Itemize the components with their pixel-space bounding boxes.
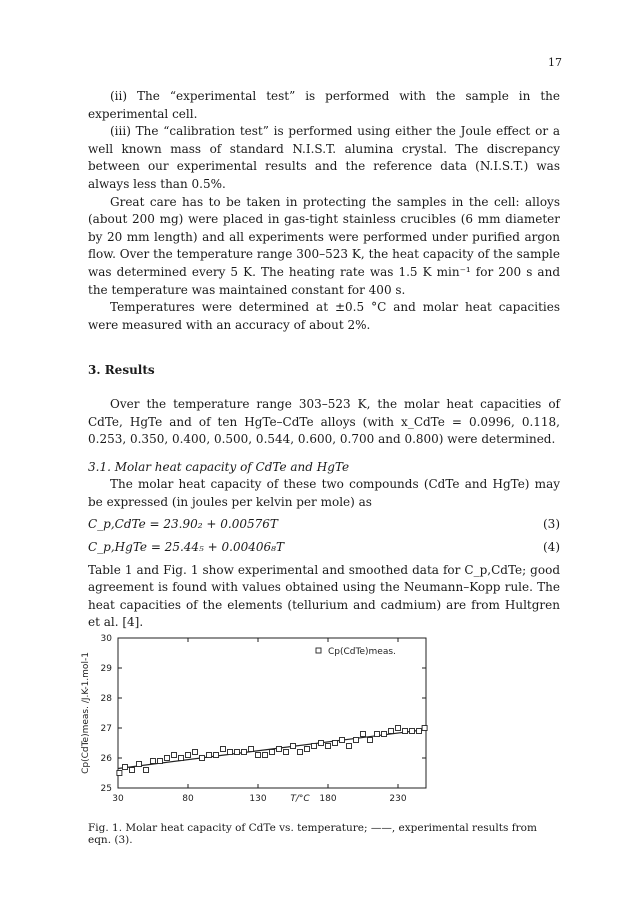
data-point xyxy=(277,747,282,752)
page-number: 17 xyxy=(548,56,562,69)
y-axis-label: Cp(CdTe)meas. /J.K-1.mol-1 xyxy=(81,652,91,774)
data-point xyxy=(186,753,191,758)
data-point xyxy=(263,753,268,758)
paragraph: (iii) The “calibration test” is performed using either the Joule effect or a well known mass of standard N.I.S.T. alumina crystal. The discrepancy between our experimental results and the reference data (N.I.S.T.) was always less than 0.5%. xyxy=(88,124,560,191)
y-tick-label: 30 xyxy=(100,634,112,644)
body-text xyxy=(88,88,560,632)
equation-4 xyxy=(88,539,560,557)
x-tick-label: 30 xyxy=(112,794,124,804)
data-point xyxy=(179,756,184,761)
data-point xyxy=(347,744,352,749)
data-point xyxy=(422,726,427,731)
equation-3 xyxy=(88,516,560,534)
figure-caption: Fig. 1. Molar heat capacity of CdTe vs. temperature; ——, experimental results from eqn. (3). xyxy=(88,822,537,846)
data-point xyxy=(151,759,156,764)
subsection-heading: 3.1. Molar heat capacity of CdTe and HgTe xyxy=(88,459,350,474)
legend-label: Cp(CdTe)meas. xyxy=(328,647,396,657)
data-point xyxy=(396,726,401,731)
data-point xyxy=(144,768,149,773)
chart-svg xyxy=(60,632,440,812)
data-point xyxy=(354,738,359,743)
equation-label: (3) xyxy=(543,517,560,532)
data-point xyxy=(137,762,142,767)
data-point xyxy=(291,744,296,749)
x-tick-label: 180 xyxy=(319,794,337,804)
data-point xyxy=(298,750,303,755)
data-point xyxy=(249,747,254,752)
data-point xyxy=(117,771,122,776)
data-point xyxy=(403,729,408,734)
data-point xyxy=(333,741,338,746)
x-tick-label: 80 xyxy=(182,794,194,804)
data-point xyxy=(326,744,331,749)
y-tick-label: 28 xyxy=(100,694,112,704)
data-point xyxy=(214,753,219,758)
paragraph: (ii) The “experimental test” is performed with the sample in the experimental cell. xyxy=(88,89,560,121)
paragraph: The molar heat capacity of these two compounds (CdTe and HgTe) may be expressed (in joules per kelvin per mole) as xyxy=(88,477,560,509)
data-point xyxy=(375,732,380,737)
x-axis-label: T/°C xyxy=(290,794,310,804)
plot-frame xyxy=(118,638,426,788)
paragraph: Temperatures were determined at ±0.5 °C and molar heat capacities were measured with an accuracy of about 2%. xyxy=(88,300,560,332)
data-point xyxy=(158,759,163,764)
y-tick-label: 27 xyxy=(100,724,112,734)
plot-area xyxy=(81,634,427,804)
paragraph: Table 1 and Fig. 1 show experimental and smoothed data for C_p,CdTe; good agreement is found with values obtained using the Neumann–Kopp rule. The heat capacities of the elements (tellurium and cadmium) are from Hultgren et al. [4]. xyxy=(88,562,560,630)
data-point xyxy=(284,750,289,755)
data-point xyxy=(172,753,177,758)
data-point xyxy=(410,729,415,734)
data-point xyxy=(319,741,324,746)
data-point xyxy=(123,765,128,770)
data-point xyxy=(305,747,310,752)
data-point xyxy=(165,756,170,761)
data-point xyxy=(417,729,422,734)
data-point xyxy=(368,738,373,743)
equation-label: (4) xyxy=(543,540,560,555)
data-point xyxy=(242,750,247,755)
data-point xyxy=(228,750,233,755)
data-point xyxy=(130,768,135,773)
equation-text: C_p,CdTe = 23.90₂ + 0.00576T xyxy=(88,517,278,532)
y-tick-label: 26 xyxy=(100,754,112,764)
figure-1-chart xyxy=(60,632,440,812)
data-point xyxy=(312,744,317,749)
data-point xyxy=(361,732,366,737)
equation-text: C_p,HgTe = 25.44₅ + 0.00406₈T xyxy=(88,540,284,555)
x-tick-label: 130 xyxy=(249,794,267,804)
y-tick-label: 25 xyxy=(100,784,112,794)
data-point xyxy=(221,747,226,752)
x-tick-label: 230 xyxy=(389,794,407,804)
paragraph: Great care has to be taken in protecting the samples in the cell: alloys (about 200 mg) were placed in gas-tight stainless crucibles (6 mm diameter by 20 mm length) and all experiments were performed under purified argon flow. Over the temperature range 300–523 K, the heat capacity of the sample was determined every 5 K. The heating rate was 1.5 K min⁻¹ for 200 s and the temperature was maintained constant for 400 s. xyxy=(88,194,560,297)
section-heading: 3. Results xyxy=(88,363,155,378)
data-point xyxy=(340,738,345,743)
legend-marker xyxy=(316,648,321,653)
data-point xyxy=(193,750,198,755)
paragraph: Over the temperature range 303–523 K, the molar heat capacities of CdTe, HgTe and of ten HgTe–CdTe alloys (with x_CdTe = 0.0996, 0.118, 0.253, 0.350, 0.400, 0.500, 0.544, 0.600, 0.700 and 0.800) were determined. xyxy=(88,396,560,447)
data-point xyxy=(382,732,387,737)
y-tick-label: 29 xyxy=(100,664,112,674)
data-point xyxy=(389,729,394,734)
data-point xyxy=(256,753,261,758)
data-point xyxy=(207,753,212,758)
data-point xyxy=(235,750,240,755)
data-point xyxy=(270,750,275,755)
data-point xyxy=(200,756,205,761)
